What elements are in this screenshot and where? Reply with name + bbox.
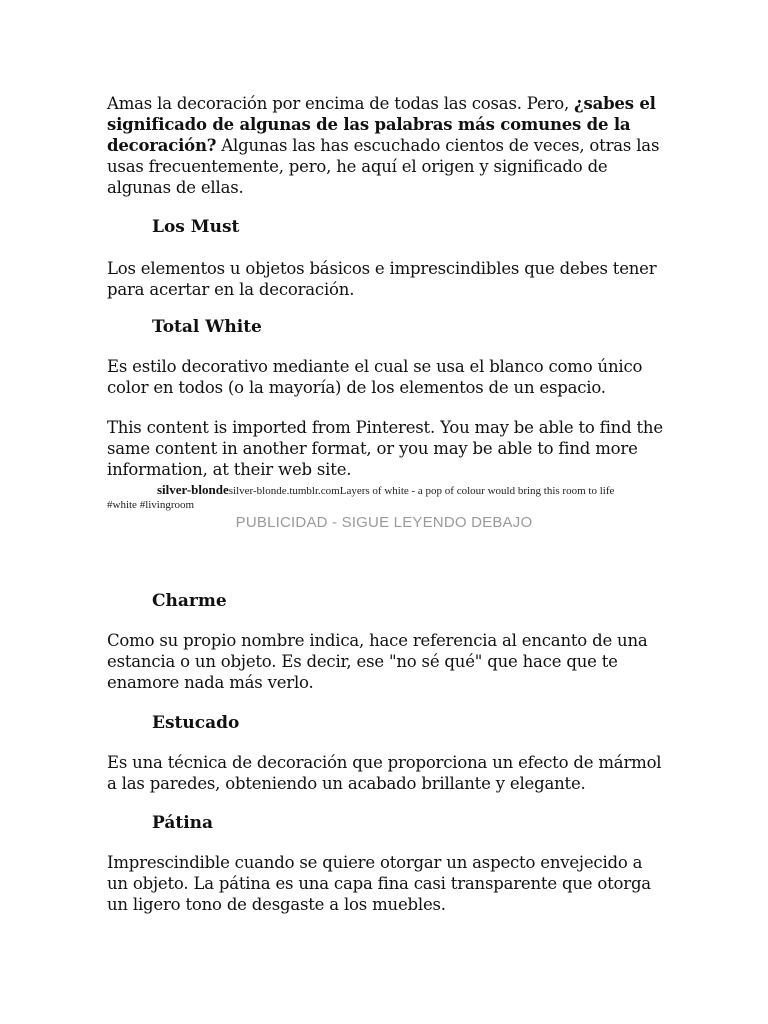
intro-bold-question: ¿sabes el significado de algunas de las palabras más comunes de la decoración?: [107, 94, 656, 155]
heading-total-white: Total White: [152, 317, 262, 337]
intro-paragraph: [107, 93, 667, 198]
body-total-white: Es estilo decorativo mediante el cual se usa el blanco como único color en todos (o la mayoría) de los elementos de un espacio.: [107, 357, 643, 397]
pinterest-notice: This content is imported from Pinterest. You may be able to find the same content in another format, or you may be able to find more information, at their web site.: [107, 418, 663, 479]
pinterest-caption-text: silver-blonde.tumblr.comLayers of white - a pop of colour would bring this room to life: [228, 485, 615, 497]
heading-estucado: Estucado: [152, 713, 240, 733]
body-los-must: Los elementos u objetos básicos e imprescindibles que debes tener para acertar en la decoración.: [107, 259, 657, 299]
heading-charme: Charme: [152, 591, 227, 611]
heading-los-must: Los Must: [152, 217, 240, 237]
body-patina: Imprescindible cuando se quiere otorgar un aspecto envejecido a un objeto. La pátina es una capa fina casi transparente que otorga un ligero tono de desgaste a los muebles.: [107, 853, 651, 914]
body-charme: Como su propio nombre indica, hace referencia al encanto de una estancia o un objeto. Es decir, ese "no sé qué" que hace que te enamore nada más verlo.: [107, 631, 648, 692]
pinterest-hashtags: #white #livingroom: [107, 499, 195, 511]
pinterest-embed-caption: [107, 483, 667, 512]
intro-text-before: Amas la decoración por encima de todas las cosas. Pero,: [107, 94, 575, 113]
ad-label: PUBLICIDAD - SIGUE LEYENDO DEBAJO: [235, 514, 533, 531]
body-estucado: Es una técnica de decoración que proporciona un efecto de mármol a las paredes, obteniendo un acabado brillante y elegante.: [107, 753, 662, 793]
heading-patina: Pátina: [152, 813, 214, 833]
intro-text-after: Algunas las has escuchado cientos de veces, otras las usas frecuentemente, pero, he aquí el origen y significado de algunas de ellas.: [107, 136, 660, 197]
pinterest-author-link[interactable]: silver-blonde: [157, 482, 229, 497]
